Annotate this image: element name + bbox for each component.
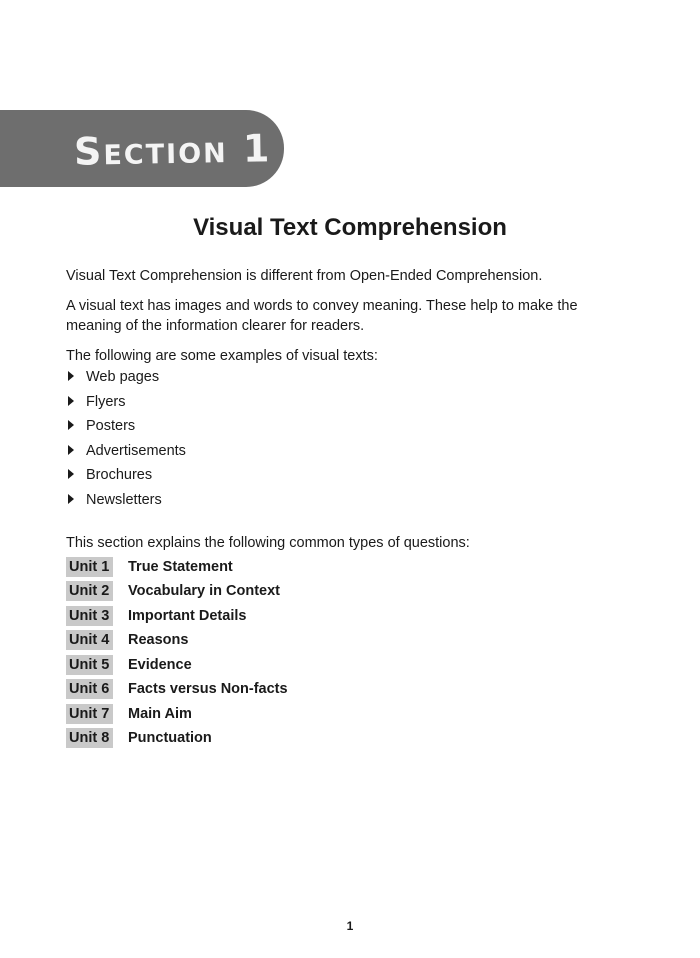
- unit-badge: Unit 5: [66, 655, 113, 675]
- unit-row: [66, 581, 280, 601]
- paragraph: Visual Text Comprehension is different from Open-Ended Comprehension.: [66, 268, 543, 284]
- bullet-triangle-icon: [68, 469, 74, 479]
- unit-title: Vocabulary in Context: [128, 583, 281, 599]
- unit-title: True Statement: [128, 559, 233, 575]
- paragraph: A visual text has images and words to convey meaning. These help to make the meaning of the information clearer for readers.: [66, 298, 578, 334]
- section-banner: [0, 110, 284, 187]
- list-item-label: Brochures: [86, 467, 153, 483]
- unit-badge: Unit 4: [66, 630, 113, 650]
- unit-row: [66, 606, 246, 626]
- list-item-label: Advertisements: [86, 443, 186, 459]
- list-item-label: Web pages: [86, 369, 160, 385]
- unit-badge: Unit 2: [66, 581, 113, 601]
- paragraph: The following are some examples of visual texts:: [66, 348, 378, 364]
- unit-row: [66, 728, 212, 748]
- list-item: [66, 492, 162, 508]
- unit-badge: Unit 8: [66, 728, 113, 748]
- unit-title: Punctuation: [128, 730, 212, 746]
- unit-title: Important Details: [128, 608, 247, 624]
- list-item: [66, 394, 125, 410]
- unit-row: [66, 704, 192, 724]
- list-item: [66, 418, 135, 434]
- unit-title: Reasons: [128, 632, 189, 648]
- bullet-triangle-icon: [68, 420, 74, 430]
- list-item: [66, 443, 186, 459]
- page-title: Visual Text Comprehension: [193, 214, 507, 241]
- list-item: [66, 369, 159, 385]
- unit-badge: Unit 6: [66, 679, 113, 699]
- list-item-label: Newsletters: [86, 492, 162, 508]
- unit-title: Evidence: [128, 657, 192, 673]
- list-item-label: Posters: [86, 418, 136, 434]
- units-intro: This section explains the following common types of questions:: [66, 535, 470, 551]
- bullet-triangle-icon: [68, 445, 74, 455]
- unit-row: [66, 679, 288, 699]
- list-item: [66, 467, 152, 483]
- list-item-label: Flyers: [86, 394, 126, 410]
- bullet-triangle-icon: [68, 494, 74, 504]
- page-number: 1: [346, 919, 354, 933]
- unit-row: [66, 630, 188, 650]
- bullet-triangle-icon: [68, 371, 74, 381]
- unit-row: [66, 557, 233, 577]
- unit-badge: Unit 1: [66, 557, 113, 577]
- unit-title: Facts versus Non-facts: [128, 681, 288, 697]
- unit-title: Main Aim: [128, 706, 192, 722]
- unit-badge: Unit 3: [66, 606, 113, 626]
- unit-row: [66, 655, 192, 675]
- bullet-triangle-icon: [68, 396, 74, 406]
- unit-badge: Unit 7: [66, 704, 113, 724]
- section-banner-text: Section 1: [73, 126, 272, 174]
